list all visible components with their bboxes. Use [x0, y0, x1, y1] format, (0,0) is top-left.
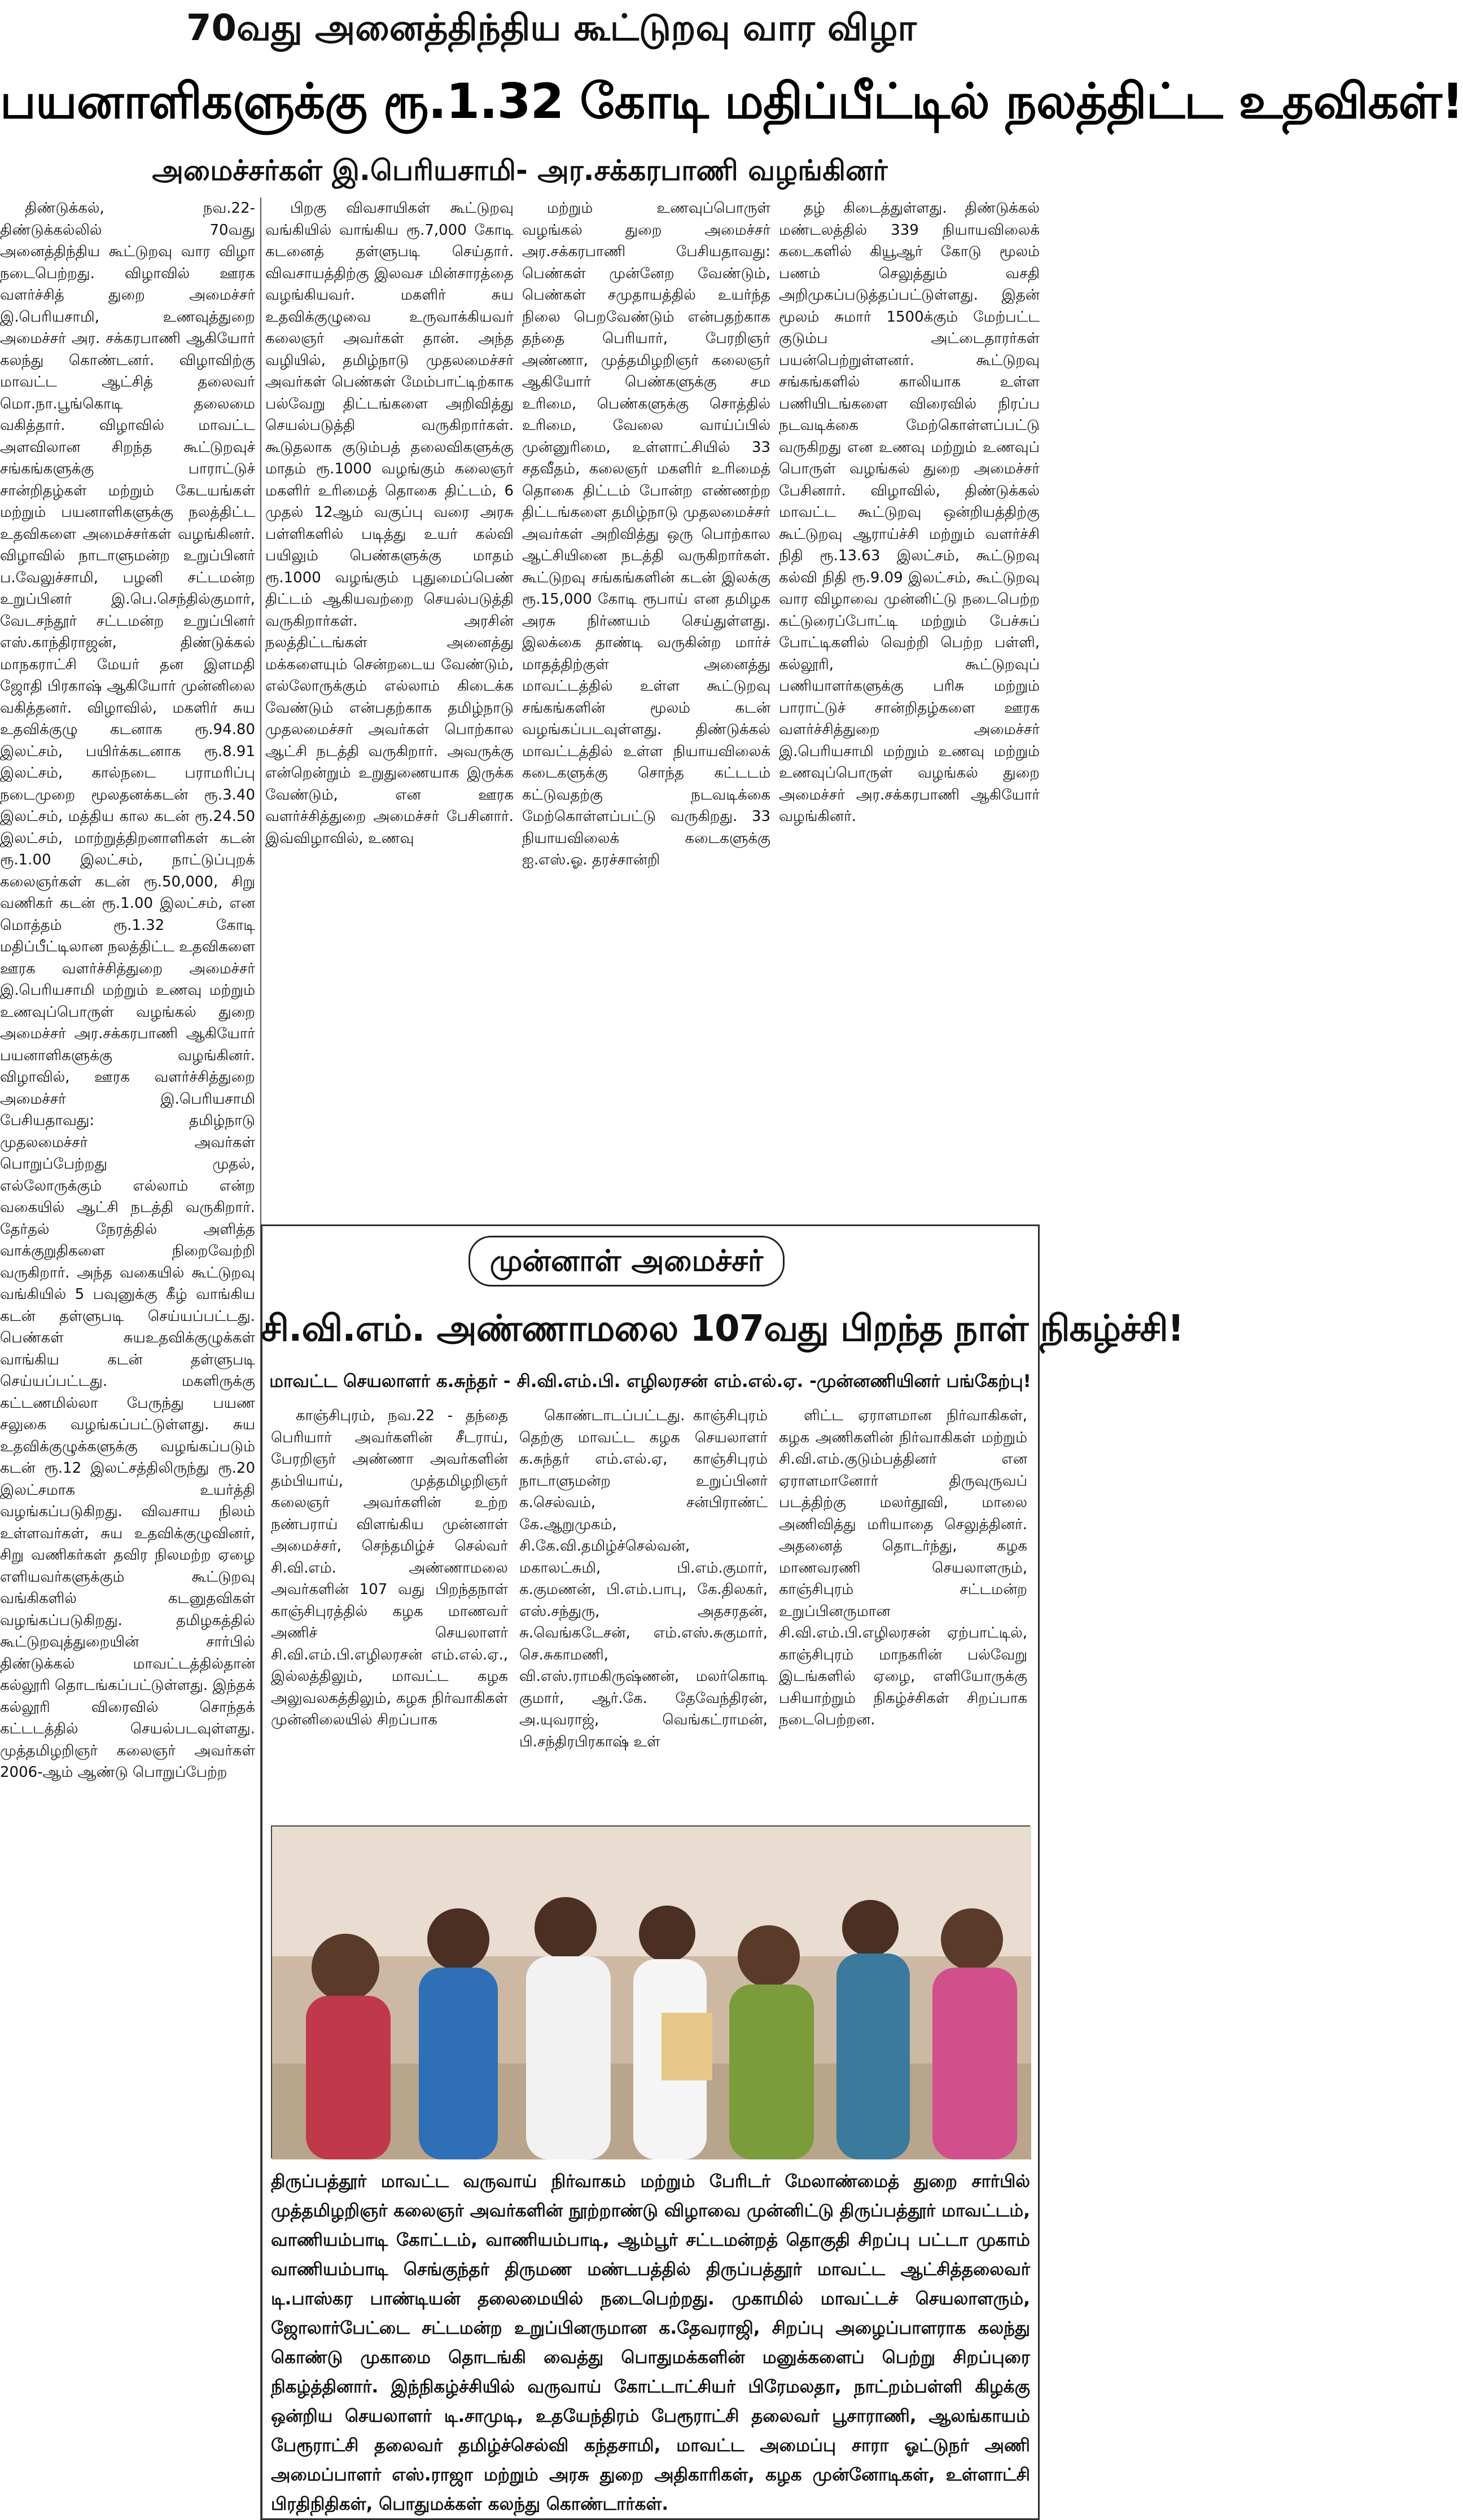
main-subhead: அமைச்சர்கள் இ.பெரியசாமி- அர.சக்கரபாணி வழங்கினர் [152, 154, 888, 187]
article2-col2-text: கொண்டாடப்பட்டது. காஞ்சிபுரம் தெற்கு மாவட்ட கழக செயலாளர் க.சுந்தர் எம்.எல்.ஏ, காஞ்சிபுரம் நாடாளுமன்ற உறுப்பினர் க.செல்வம், சன்பிராண்ட் கே.ஆறுமுகம், சி.கே.வி.தமிழ்ச்செல்வன், மகாலட்சுமி, பி.எம்.குமார், க.குமணன், பி.எம்.பாபு, கே.திலகர், எஸ்.சந்துரு, அதசரதன், சு.வெங்கடேசன், எம்.எஸ்.சுகுமார், செ.சுகாமணி, வி.எஸ்.ராமகிருஷ்ணன், மலர்கொடி குமார், ஆர்.கே. தேவேந்திரன், அ.யுவராஜ், வெங்கட்ராமன், பி.சந்திரபிரகாஷ் உள் [519, 1407, 768, 1750]
article1-column-4 [779, 197, 1040, 1213]
article2-tag: முன்னாள் அமைச்சர் [468, 1236, 785, 1287]
article2-column-1 [271, 1405, 508, 1817]
event-photo-illustration [272, 1827, 1031, 2159]
article2-col3-text: ளிட்ட ஏராளமான நிர்வாகிகள், கழக அணிகளின் நிர்வாகிகள் மற்றும் சி.வி.எம்.குடும்பத்தினர் என ஏராளமானோர் திருவுருவப் படத்திற்கு மலர்தூவி, மாலை அணிவித்து மரியாதை செலுத்தினர். அதனைத் தொடர்ந்து, கழக மாணவரணி செயலாளரும், காஞ்சிபுரம் சட்டமன்ற உறுப்பினருமான சி.வி.எம்.பி.எழிலரசன் ஏற்பாட்டில், காஞ்சிபுரம் மாநகரின் பல்வேறு இடங்களில் ஏழை, எளியோருக்கு பசியாற்றும் நிகழ்ச்சிகள் சிறப்பாக நடைபெற்றன. [779, 1407, 1027, 1728]
article1-col3-text: மற்றும் உணவுப்பொருள் வழங்கல் துறை அமைச்சர் அர.சக்கரபாணி பேசியதாவது: பெண்கள் முன்னேற வேண்டும், பெண்கள் சமுதாயத்தில் உயர்ந்த நிலை பெறவேண்டும் என்பதற்காக தந்தை பெரியார், பேரறிஞர் அண்ணா, முத்தமிழறிஞர் கலைஞர் ஆகியோர் பெண்களுக்கு சம உரிமை, பெண்களுக்கு சொத்தில் உரிமை, வேலை வாய்ப்பில் முன்னுரிமை, உள்ளாட்சியில் 33 சதவீதம், கலைஞர் மகளிர் உரிமைத் தொகை திட்டம் போன்ற எண்ணற்ற திட்டங்களை தமிழ்நாடு முதலமைச்சர் அவர்கள் அறிவித்து ஒரு பொற்கால ஆட்சியினை நடத்தி வருகிறார்கள். கூட்டுறவு சங்கங்களின் கடன் இலக்கு ரூ.15,000 கோடி ரூபாய் என தமிழக அரசு நிர்ணயம் செய்துள்ளது. இலக்கை தாண்டி வருகின்ற மார்ச் மாதத்திற்குள் அனைத்து மாவட்டத்தில் உள்ள கூட்டுறவு சங்கங்களின் மூலம் கடன் வழங்கப்படவுள்ளது. திண்டுக்கல் மாவட்டத்தில் உள்ள நியாயவிலைக் கடைகளுக்கு சொந்த கட்டடம் கட்டுவதற்கு நடவடிக்கை மேற்கொள்ளப்பட்டு வருகிறது. 33 நியாயவிலைக் கடைகளுக்கு ஐ.எஸ்.ஓ. தரச்சான்றி [522, 200, 770, 868]
event-photo [271, 1825, 1030, 2158]
article1-column-3 [522, 197, 770, 1213]
photo-caption: திருப்பத்தூர் மாவட்ட வருவாய் நிர்வாகம் மற்றும் பேரிடர் மேலாண்மைத் துறை சார்பில் முத்தமிழறிஞர் கலைஞர் அவர்களின் நூற்றாண்டு விழாவை முன்னிட்டு திருப்பத்தூர் மாவட்டம், வாணியம்பாடி கோட்டம், வாணியம்பாடி, ஆம்பூர் சட்டமன்றத் தொகுதி சிறப்பு பட்டா முகாம் வாணியம்பாடி செங்குந்தர் திருமண மண்டபத்தில் திருப்பத்தூர் மாவட்ட ஆட்சித்தலைவர் டி.பாஸ்கர பாண்டியன் தலைமையில் நடைபெற்றது. முகாமில் மாவட்டச் செயலாளரும், ஜோலார்பேட்டை சட்டமன்ற உறுப்பினருமான க.தேவராஜி, சிறப்பு அழைப்பாளராக கலந்து கொண்டு முகாமை தொடங்கி வைத்து பொதுமக்களின் மனுக்களைப் பெற்று சிறப்புரை நிகழ்த்தினார். இந்நிகழ்ச்சியில் வருவாய் கோட்டாட்சியர் பிரேமலதா, நாட்றம்பள்ளி கிழக்கு ஒன்றிய செயலாளர் டி.சாமுடி, உதயேந்திரம் பேரூராட்சி தலைவர் பூசாராணி, ஆலங்காயம் பேரூராட்சி தலைவர் தமிழ்ச்செல்வி கந்தசாமி, மாவட்ட அமைப்பு சாரா ஓட்டுநர் அணி அமைப்பாளர் எஸ்.ராஜா மற்றும் அரசு துறை அதிகாரிகள், கழக முன்னோடிகள், உள்ளாட்சி பிரதிநிதிகள், பொதுமக்கள் கலந்து கொண்டார்கள். [271, 2171, 1030, 2514]
main-headline: பயனாளிகளுக்கு ரூ.1.32 கோடி மதிப்பீட்டில் நலத்திட்ட உதவிகள்! [0, 73, 1463, 130]
article1-col4-text: தழ் கிடைத்துள்ளது. திண்டுக்கல் மண்டலத்தில் 339 நியாயவிலைக் கடைகளில் கியூஆர் கோடு மூலம் பணம் செலுத்தும் வசதி அறிமுகப்படுத்தப்பட்டுள்ளது. இதன் மூலம் சுமார் 1500க்கும் மேற்பட்ட குடும்ப அட்டைதாரர்கள் பயன்பெற்றுள்ளனர். கூட்டுறவு சங்கங்களில் காலியாக உள்ள பணியிடங்களை விரைவில் நிரப்ப நடவடிக்கை மேற்கொள்ளப்பட்டு வருகிறது என உணவு மற்றும் உணவுப் பொருள் வழங்கல் துறை அமைச்சர் பேசினார். விழாவில், திண்டுக்கல் மாவட்ட கூட்டுறவு ஒன்றியத்திற்கு கூட்டுறவு ஆராய்ச்சி மற்றும் வளர்ச்சி நிதி ரூ.13.63 இலட்சம், கூட்டுறவு கல்வி நிதி ரூ.9.09 இலட்சம், கூட்டுறவு வார விழாவை முன்னிட்டு நடைபெற்ற கட்டுரைப்போட்டி மற்றும் பேச்சுப் போட்டிகளில் வெற்றி பெற்ற பள்ளி, கல்லூரி, கூட்டுறவுப் பணியாளர்களுக்கு பரிசு மற்றும் பாராட்டுச் சான்றிதழ்களை ஊரக வளர்ச்சித்துறை அமைச்சர் இ.பெரியசாமி மற்றும் உணவு மற்றும் உணவுப்பொருள் வழங்கல் துறை அமைச்சர் அர.சக்கரபாணி ஆகியோர் வழங்கினர். [779, 200, 1040, 825]
article2-col1-text: காஞ்சிபுரம், நவ.22 - தந்தை பெரியார் அவர்களின் சீடராய், பேரறிஞர் அண்ணா அவர்களின் தம்பியாய், முத்தமிழறிஞர் கலைஞர் அவர்களின் உற்ற நண்பராய் விளங்கிய முன்னாள் அமைச்சர், செந்தமிழ்ச் செல்வர் சி.வி.எம். அண்ணாமலை அவர்களின் 107 வது பிறந்தநாள் காஞ்சிபுரத்தில் கழக மாணவர் அணிச் செயலாளர் சி.வி.எம்.பி.எழிலரசன் எம்.எல்.ஏ., இல்லத்திலும், மாவட்ட கழக அலுவலகத்திலும், கழக நிர்வாகிகள் முன்னிலையில் சிறப்பாக [271, 1407, 508, 1728]
article1-column-1 [0, 197, 255, 2517]
article1-column-2 [265, 197, 514, 1213]
article2-column-2 [519, 1405, 768, 1817]
article2-headline: சி.வி.எம். அண்ணாமலை 107வது பிறந்த நாள் நிகழ்ச்சி! [261, 1308, 1184, 1350]
article2-column-3 [779, 1405, 1027, 1817]
article2-subhead: மாவட்ட செயலாளர் க.சுந்தர் - சி.வி.எம்.பி. எழிலரசன் எம்.எல்.ஏ. -முன்னணியினர் பங்கேற்பு! [269, 1371, 1031, 1391]
article1-col1-text: திண்டுக்கல், நவ.22- திண்டுக்கல்லில் 70வது அனைத்திந்திய கூட்டுறவு வார விழா நடைபெற்றது. விழாவில் ஊரக வளர்ச்சித் துறை அமைச்சர் இ.பெரியசாமி, உணவுத்துறை அமைச்சர் அர. சக்கரபாணி ஆகியோர் கலந்து கொண்டனர். விழாவிற்கு மாவட்ட ஆட்சித் தலைவர் மொ.நா.பூங்கொடி தலைமை வகித்தார். விழாவில் மாவட்ட அளவிலான சிறந்த கூட்டுறவுச் சங்கங்களுக்கு பாராட்டுச் சான்றிதழ்கள் மற்றும் கேடயங்கள் மற்றும் பயனாளிகளுக்கு நலத்திட்ட உதவிகளை அமைச்சர்கள் வழங்கினர். விழாவில் நாடாளுமன்ற உறுப்பினர் ப.வேலுச்சாமி, பழனி சட்டமன்ற உறுப்பினர் இ.பெ.செந்தில்குமார், வேடசந்தூர் சட்டமன்ற உறுப்பினர் எஸ்.காந்திராஜன், திண்டுக்கல் மாநகராட்சி மேயர் தன இளமதி ஜோதி பிரகாஷ் ஆகியோர் முன்னிலை வகித்தனர். விழாவில், மகளிர் சுய உதவிக்குழு கடனாக ரூ.94.80 இலட்சம், பயிர்க்கடனாக ரூ.8.91 இலட்சம், கால்நடை பராமரிப்பு நடைமுறை மூலதனக்கடன் ரூ.3.40 இலட்சம், மத்திய கால கடன் ரூ.24.50 இலட்சம், மாற்றுத்திறனாளிகள் கடன் ரூ.1.00 இலட்சம், நாட்டுப்புறக் கலைஞர்கள் கடன் ரூ.50,000, சிறு வணிகர் கடன் ரூ.1.00 இலட்சம், என மொத்தம் ரூ.1.32 கோடி மதிப்பீட்டிலான நலத்திட்ட உதவிகளை ஊரக வளர்ச்சித்துறை அமைச்சர் இ.பெரியசாமி மற்றும் உணவு மற்றும் உணவுப்பொருள் வழங்கல் துறை அமைச்சர் அர.சக்கரபாணி ஆகியோர் பயனாளிகளுக்கு வழங்கினர். விழாவில், ஊரக வளர்ச்சித்துறை அமைச்சர் இ.பெரியசாமி பேசியதாவது: தமிழ்நாடு முதலமைச்சர் அவர்கள் பொறுப்பேற்றது முதல், எல்லோருக்கும் எல்லாம் என்ற வகையில் ஆட்சி நடத்தி வருகிறார். தேர்தல் நேரத்தில் அளித்த வாக்குறுதிகளை நிறைவேற்றி வருகிறார். அந்த வகையில் கூட்டுறவு வங்கியில் 5 பவுனுக்கு கீழ் வாங்கிய கடன் தள்ளுபடி செய்யப்பட்டது. பெண்கள் சுயஉதவிக்குழுக்கள் வாங்கிய கடன் தள்ளுபடி செய்யப்பட்டது. மகளிருக்கு கட்டணமில்லா பேருந்து பயண சலுகை வழங்கப்பட்டுள்ளது. சுய உதவிக்குழுக்களுக்கு வழங்கப்படும் கடன் ரூ.12 இலட்சத்திலிருந்து ரூ.20 இலட்சமாக உயர்த்தி வழங்கப்படுகிறது. விவசாய நிலம் உள்ளவர்கள், சுய உதவிக்குழுவினர், சிறு வணிகர்கள் தவிர நிலமற்ற ஏழை எளியவர்களுக்கும் கூட்டுறவு வங்கிகளில் கடனுதவிகள் வழங்கப்படுகிறது. தமிழகத்தில் கூட்டுறவுத்துறையின் சார்பில் திண்டுக்கல் மாவட்டத்தில்தான் கல்லூரி தொடங்கப்பட்டுள்ளது. இந்தக் கல்லூரி விரைவில் சொந்தக் கட்டடத்தில் செயல்படவுள்ளது. முத்தமிழறிஞர் கலைஞர் அவர்கள் 2006-ஆம் ஆண்டு பொறுப்பேற்ற [0, 200, 255, 1781]
article1-col2-text: பிறகு விவசாயிகள் கூட்டுறவு வங்கியில் வாங்கிய ரூ.7,000 கோடி கடனைத் தள்ளுபடி செய்தார். விவசாயத்திற்கு இலவச மின்சாரத்தை வழங்கியவர். மகளிர் சுய உதவிக்குழுவை உருவாக்கியவர் கலைஞர் அவர்கள் தான். அந்த வழியில், தமிழ்நாடு முதலமைச்சர் அவர்கள் பெண்கள் மேம்பாட்டிற்காக பல்வேறு திட்டங்களை அறிவித்து செயல்படுத்தி வருகிறார்கள். கூடுதலாக குடும்பத் தலைவிகளுக்கு மாதம் ரூ.1000 வழங்கும் கலைஞர் மகளிர் உரிமைத் தொகை திட்டம், 6 முதல் 12ஆம் வகுப்பு வரை அரசு பள்ளிகளில் படித்து உயர் கல்வி பயிலும் பெண்களுக்கு மாதம் ரூ.1000 வழங்கும் புதுமைப்பெண் திட்டம் ஆகியவற்றை செயல்படுத்தி வருகிறார்கள். அரசின் நலத்திட்டங்கள் அனைத்து மக்களையும் சென்றடைய வேண்டும், எல்லோருக்கும் எல்லாம் கிடைக்க வேண்டும் என்பதற்காக தமிழ்நாடு முதலமைச்சர் அவர்கள் பொற்கால ஆட்சி நடத்தி வருகிறார். அவருக்கு என்றென்றும் உறுதுணையாக இருக்க வேண்டும், என ஊரக வளர்ச்சித்துறை அமைச்சர் பேசினார். இவ்விழாவில், உணவு [265, 200, 514, 847]
kicker-title: 70வது அனைத்திந்திய கூட்டுறவு வார விழா [186, 7, 917, 49]
